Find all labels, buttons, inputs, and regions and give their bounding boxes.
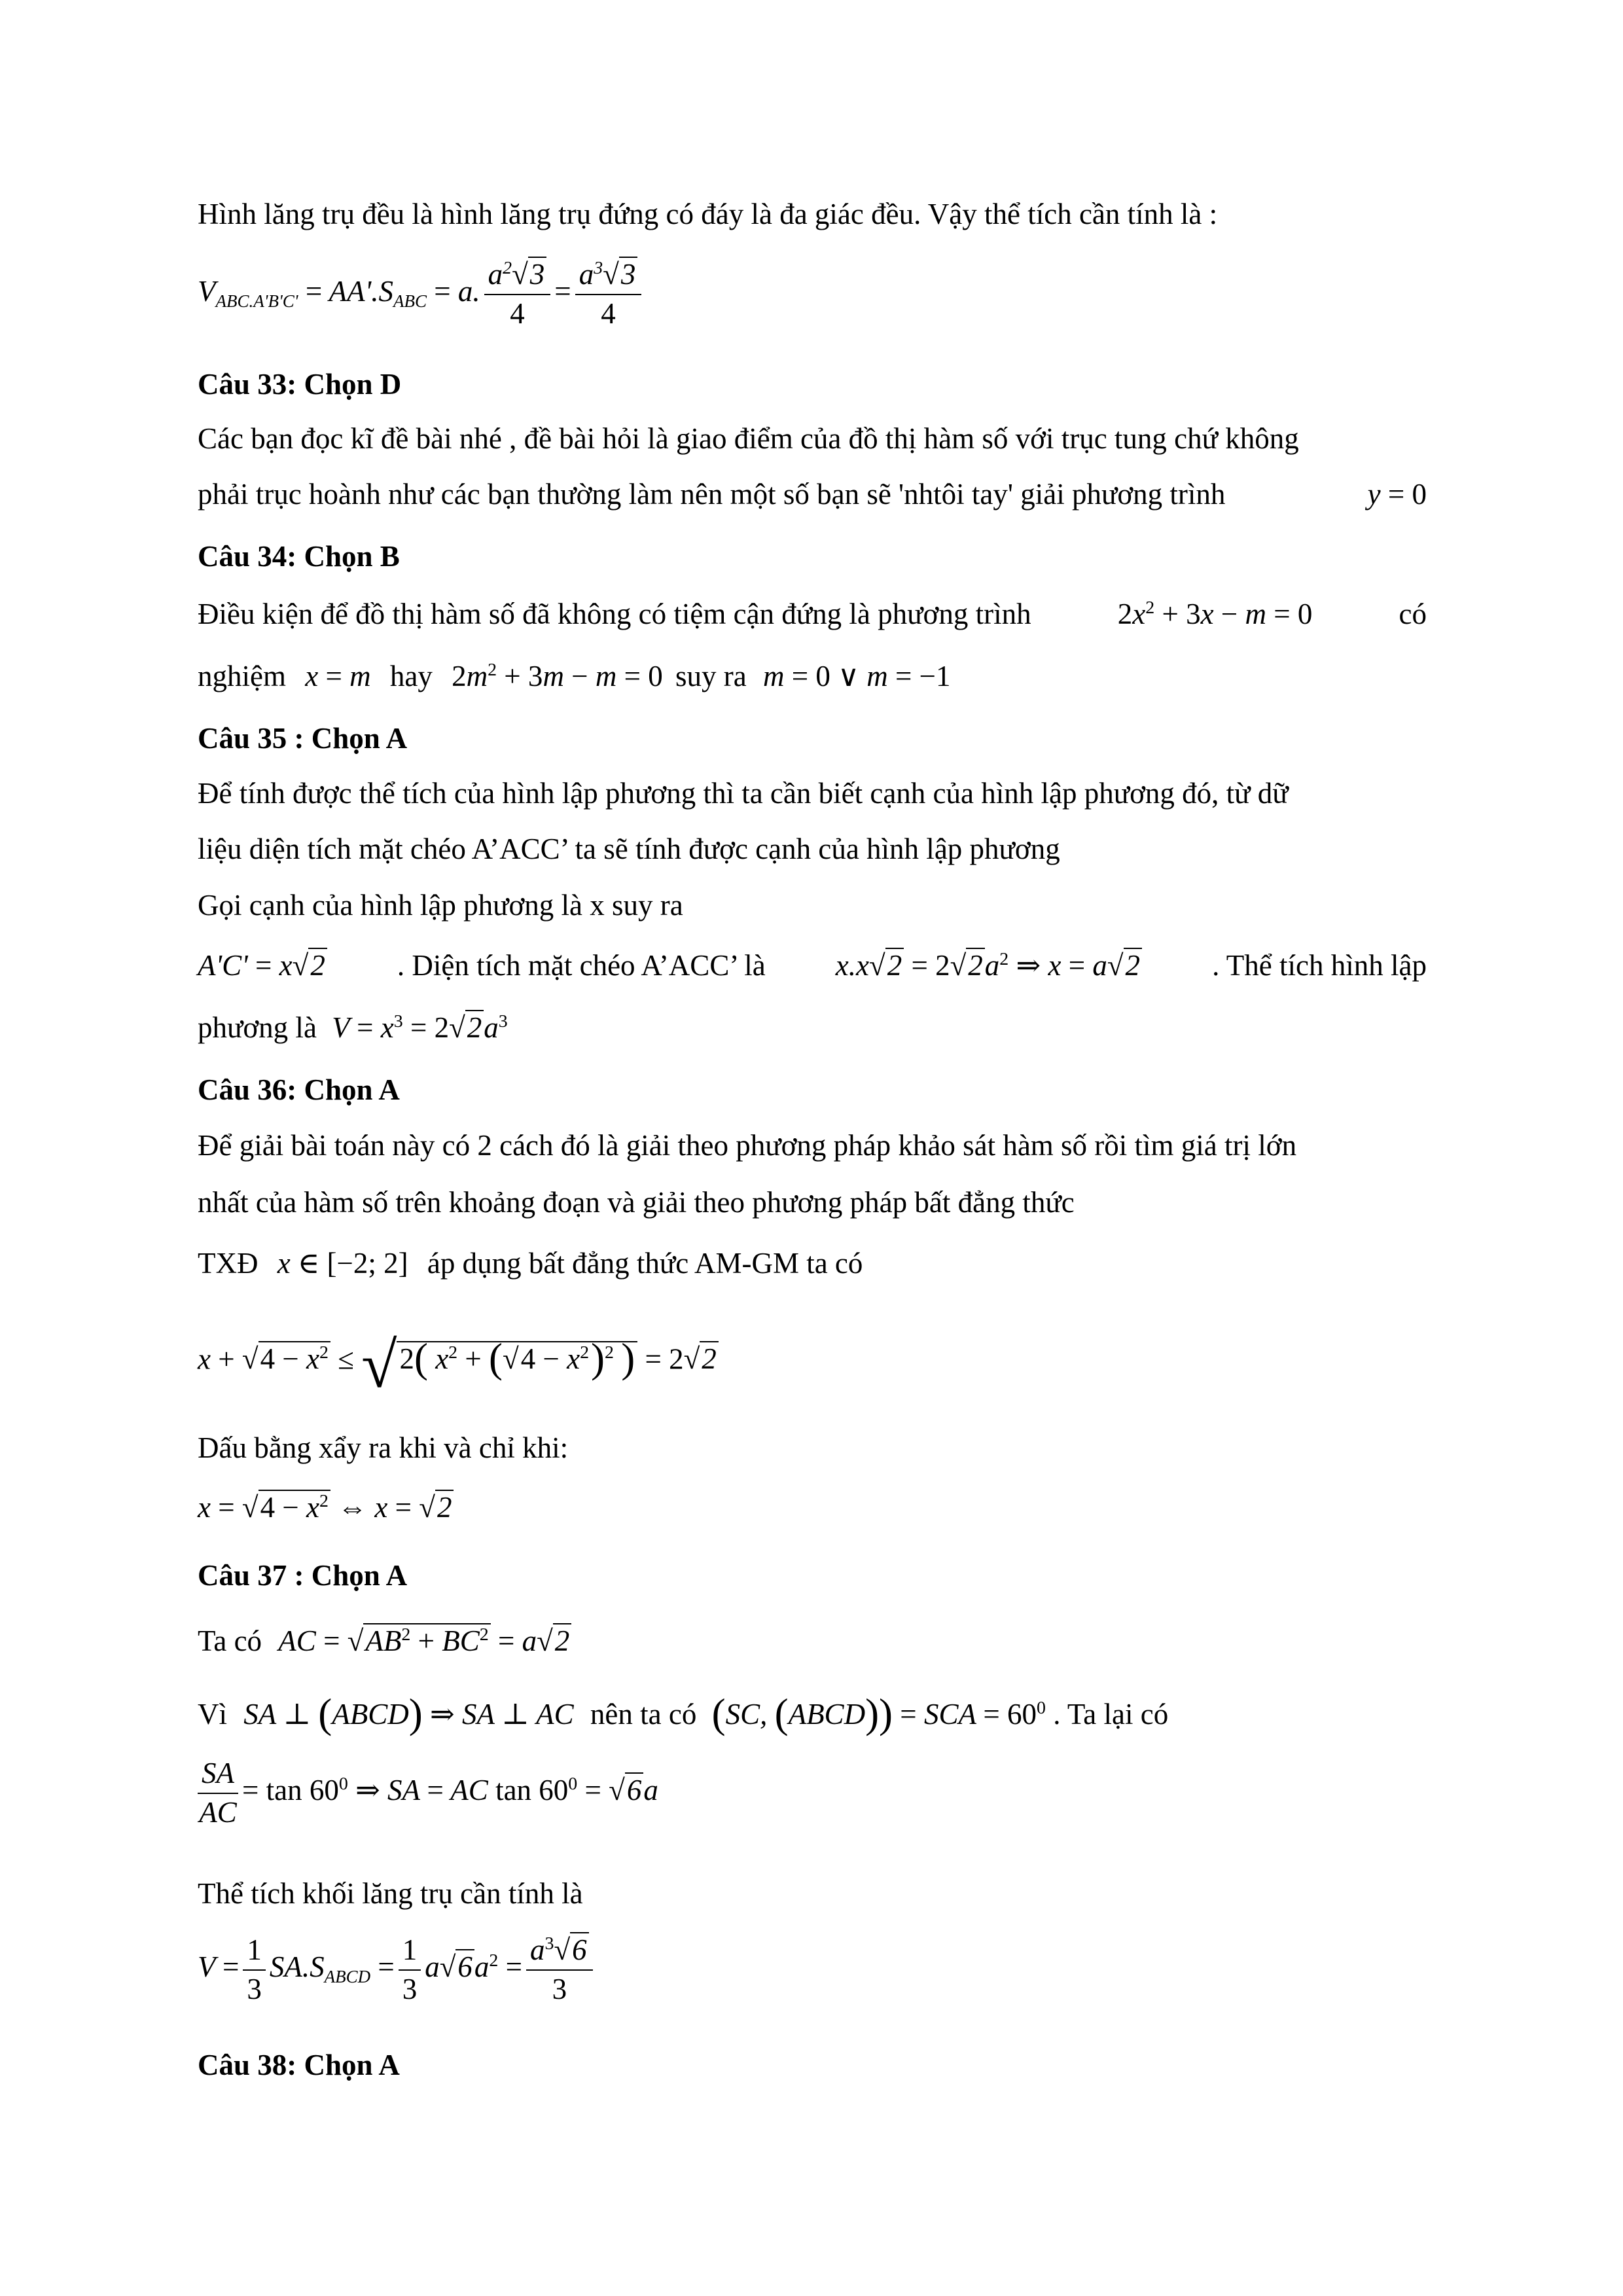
q35-line-4-text-a: . Diện tích mặt chéo A’ACC’ là	[397, 949, 766, 982]
formula-domain: x ∈ [−2; 2]	[277, 1247, 408, 1280]
formula-x-eq-m: x = m	[305, 660, 371, 692]
q34-line-1-end: có	[1399, 598, 1427, 630]
q36-heading: Câu 36: Chọn A	[198, 1073, 400, 1106]
q36-word-txd: TXĐ	[198, 1247, 259, 1280]
q37-line-1	[198, 1624, 1427, 1659]
q35-line-1: Để tính được thể tích của hình lập phương thì ta cần biết cạnh của hình lập phương đó, từ dữ	[198, 777, 1289, 810]
q37-line-4: Thể tích khối lăng trụ cần tính là	[198, 1877, 583, 1910]
q37-heading: Câu 37 : Chọn A	[198, 1559, 408, 1592]
q35-line-2: liệu diện tích mặt chéo A’ACC’ ta sẽ tính được cạnh của hình lập phương	[198, 833, 1060, 865]
formula-diagonal: A'C' = x√2	[198, 949, 327, 983]
q34-line-1	[198, 598, 1427, 632]
formula-pyramid-volume: V = $\frac{1}{3}$ $SA.S_{ABCD}$ = $\frac{1}{3}$ $a√6a^2$ = $\frac{a^3√6}{3}$	[198, 1934, 1427, 2005]
q35-line-3: Gọi cạnh của hình lập phương là x suy ra	[198, 889, 683, 922]
formula-volume-prism: $V_{ABC.A'B'C'} = AA'.S_{ABC} = a$. $\frac{a^2√3}{4}$ = $\frac{a^3√3}{4}$	[198, 259, 1427, 330]
q35-line-5-text: phương là	[198, 1011, 317, 1044]
q34-word-nghiem: nghiệm	[198, 660, 286, 692]
q33-heading: Câu 33: Chọn D	[198, 368, 402, 401]
formula-quadratic: $2x^2 + 3x - m = 0$	[1117, 598, 1313, 630]
formula-perpendicular: SA ⊥ (ABCD) ⇒ SA ⊥ AC	[243, 1691, 574, 1736]
formula-substitution: $2m^2 + 3m - m = 0$	[452, 660, 663, 692]
q33-line-1: Các bạn đọc kĩ đề bài nhé , đề bài hỏi là giao điểm của đồ thị hàm số với trục tung chứ không	[198, 422, 1299, 455]
q33-line-2	[198, 478, 1427, 512]
formula-cube-volume: $V = x^3 = 2√2a^3$	[332, 1011, 508, 1044]
q37-line-2	[198, 1690, 1427, 1737]
formula-am-gm: $x + √4 - x^2 \le √2$( $x^2 + (√4 - x^2)^2$ ) = 2√2	[198, 1329, 1427, 1403]
intro-text: Hình lăng trụ đều là hình lăng trụ đứng có đáy là đa giác đều. Vậy thể tích cần tính là :	[198, 198, 1218, 230]
q36-line-3	[198, 1247, 1427, 1281]
formula-angle: (SC, (ABCD)) = SCA = $60^0$	[711, 1691, 1046, 1736]
q37-line-1-text: Ta có	[198, 1624, 262, 1657]
q34-line-2	[198, 660, 1427, 694]
q38-heading: Câu 38: Chọn A	[198, 2049, 400, 2081]
formula-area-edge: $x.x√2 = 2√2a^2$ ⇒ x = a√2	[836, 949, 1142, 983]
q34-heading: Câu 34: Chọn B	[198, 540, 400, 573]
q36-line-1: Để giải bài toán này có 2 cách đó là giải theo phương pháp khảo sát hàm số rồi tìm giá trị lớn	[198, 1129, 1297, 1162]
q33-line-2-text: phải trục hoành như các bạn thường làm nên một số bạn sẽ 'nhtôi tay' giải phương trình	[198, 478, 1226, 511]
q36-line-2: nhất của hàm số trên khoảng đoạn và giải theo phương pháp bất đẳng thức	[198, 1186, 1075, 1219]
q35-heading: Câu 35 : Chọn A	[198, 722, 408, 755]
formula-y-zero: y = 0	[1367, 478, 1427, 511]
q37-line-2-text: nên ta có	[590, 1697, 697, 1731]
q37-line-2-end: . Ta lại có	[1053, 1697, 1169, 1731]
q36-line-5: Dấu bằng xẩy ra khi và chỉ khi:	[198, 1431, 569, 1464]
formula-equality: $x = √4 - x^2$ ⇔ x = √2	[198, 1491, 1427, 1525]
q35-line-5	[198, 1011, 1427, 1045]
q34-word-suy-ra: suy ra	[675, 660, 747, 692]
q35-line-4-text-b: . Thể tích hình lập	[1212, 949, 1427, 982]
q35-line-4	[198, 949, 1427, 983]
formula-m-solutions: m = 0 ∨ m = −1	[762, 660, 951, 692]
q36-line-3-text: áp dụng bất đẳng thức AM-GM ta có	[427, 1247, 863, 1280]
formula-ac: AC = $√AB^2 + BC^2 = a√2$	[278, 1624, 571, 1657]
q37-word-vi: Vì	[198, 1697, 227, 1731]
q34-line-1-text: Điều kiện để đồ thị hàm số đã không có tiệm cận đứng là phương trình	[198, 598, 1031, 630]
q34-word-hay: hay	[389, 660, 433, 692]
formula-sa: $\frac{SA}{AC}$ = $\tan 60^0$ ⇒ SA = AC $\tan 60^0 = √6a$	[198, 1757, 1427, 1829]
